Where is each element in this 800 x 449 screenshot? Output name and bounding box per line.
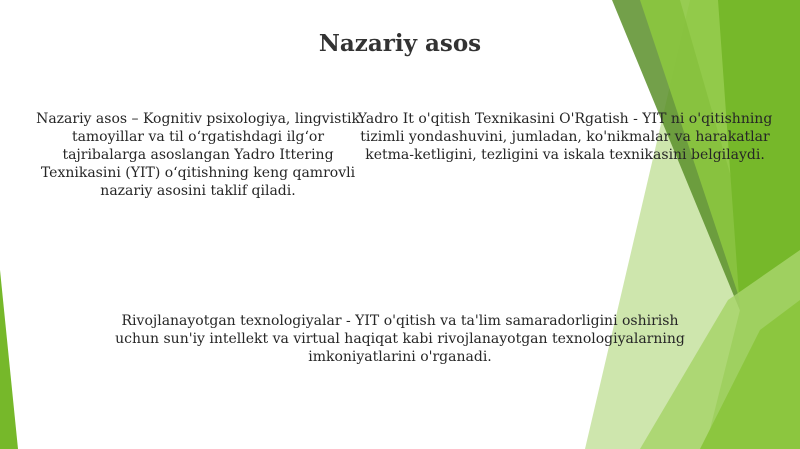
left-text-block: Nazariy asos – Kognitiv psixologiya, lingvistik tamoyillar va til o‘rgatishdagi ilg‘or tajribalarga asoslangan Yadro Ittering Texnikasini (YIT) o‘qitishning keng qamrovli nazariy asosini taklif qiladi. (36, 111, 360, 199)
left-edge-stripe (0, 270, 18, 449)
bottom-text-block: Rivojlanayotgan texnologiyalar - YIT o'qitish va ta'lim samaradorligini oshirish uchun sun'iy intellekt va virtual haqiqat kabi rivojlanayotgan texnologiyalarning imkoniyatlarini o'rganadi. (115, 313, 685, 365)
slide-title: Nazariy asos (318, 30, 482, 57)
right-text-block: Yadro It o'qitish Texnikasini O'Rgatish - YIT ni o'qitishning tizimli yondashuvini, jumladan, ko'nikmalar va harakatlar ketma-ketligini, tezligini va iskala texnikasini belgilaydi. (357, 111, 773, 163)
